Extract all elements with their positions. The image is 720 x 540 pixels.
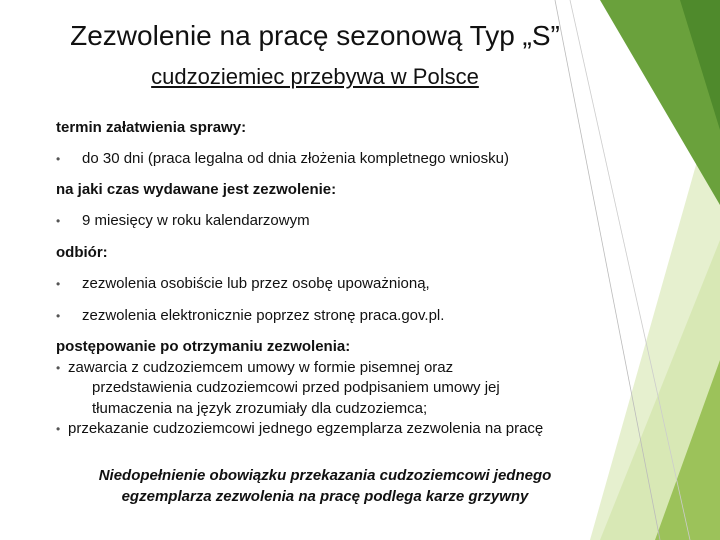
list-item [56, 307, 444, 324]
bullet-dot: • [56, 360, 61, 375]
penalty-note-line-1: Niedopełnienie obowiązku przekazania cudzoziemcowi jednego [98, 467, 552, 484]
list-item [56, 419, 616, 440]
bullet-dot: • [56, 214, 61, 228]
procedure-block [56, 337, 616, 440]
list-item [56, 212, 310, 229]
bullet-dot: • [56, 422, 61, 436]
procedure-item-1-line-3: tłumaczenia na język zrozumiały dla cudzoziemca; [92, 399, 428, 417]
procedure-item-1-line-1: zawarcia z cudzoziemcem umowy w formie pisemnej oraz [68, 358, 454, 376]
heading-procedure: postępowanie po otrzymaniu zezwolenia: [56, 338, 351, 355]
term-item: do 30 dni (praca legalna od dnia złożenia kompletnego wniosku) [82, 150, 509, 167]
penalty-note [60, 465, 590, 507]
bullet-dot: • [56, 277, 61, 291]
bullet-dot: • [56, 309, 61, 323]
slide-subtitle: cudzoziemiec przebywa w Polsce [151, 64, 479, 89]
list-item [56, 358, 616, 379]
pickup-item-electronic: zezwolenia elektronicznie poprzez stronę praca.gov.pl. [82, 307, 445, 324]
procedure-item-1-line-2: przedstawienia cudzoziemcowi przed podpisaniem umowy jej [92, 379, 500, 396]
pickup-item-personal: zezwolenia osobiście lub przez osobę upoważnioną, [82, 275, 430, 292]
list-item [56, 275, 430, 292]
heading-pickup: odbiór: [56, 244, 108, 261]
slide-title: Zezwolenie na pracę sezonową Typ „S” [70, 20, 560, 51]
heading-duration: na jaki czas wydawane jest zezwolenie: [56, 181, 337, 198]
bullet-dot: • [56, 152, 61, 166]
heading-term: termin załatwienia sprawy: [56, 119, 247, 136]
duration-item: 9 miesięcy w roku kalendarzowym [82, 212, 310, 229]
procedure-item-2: przekazanie cudzoziemcowi jednego egzemplarza zezwolenia na pracę [68, 420, 544, 437]
list-item [56, 150, 509, 167]
penalty-note-line-2: egzemplarza zezwolenia na pracę podlega karze grzywny [121, 488, 529, 505]
